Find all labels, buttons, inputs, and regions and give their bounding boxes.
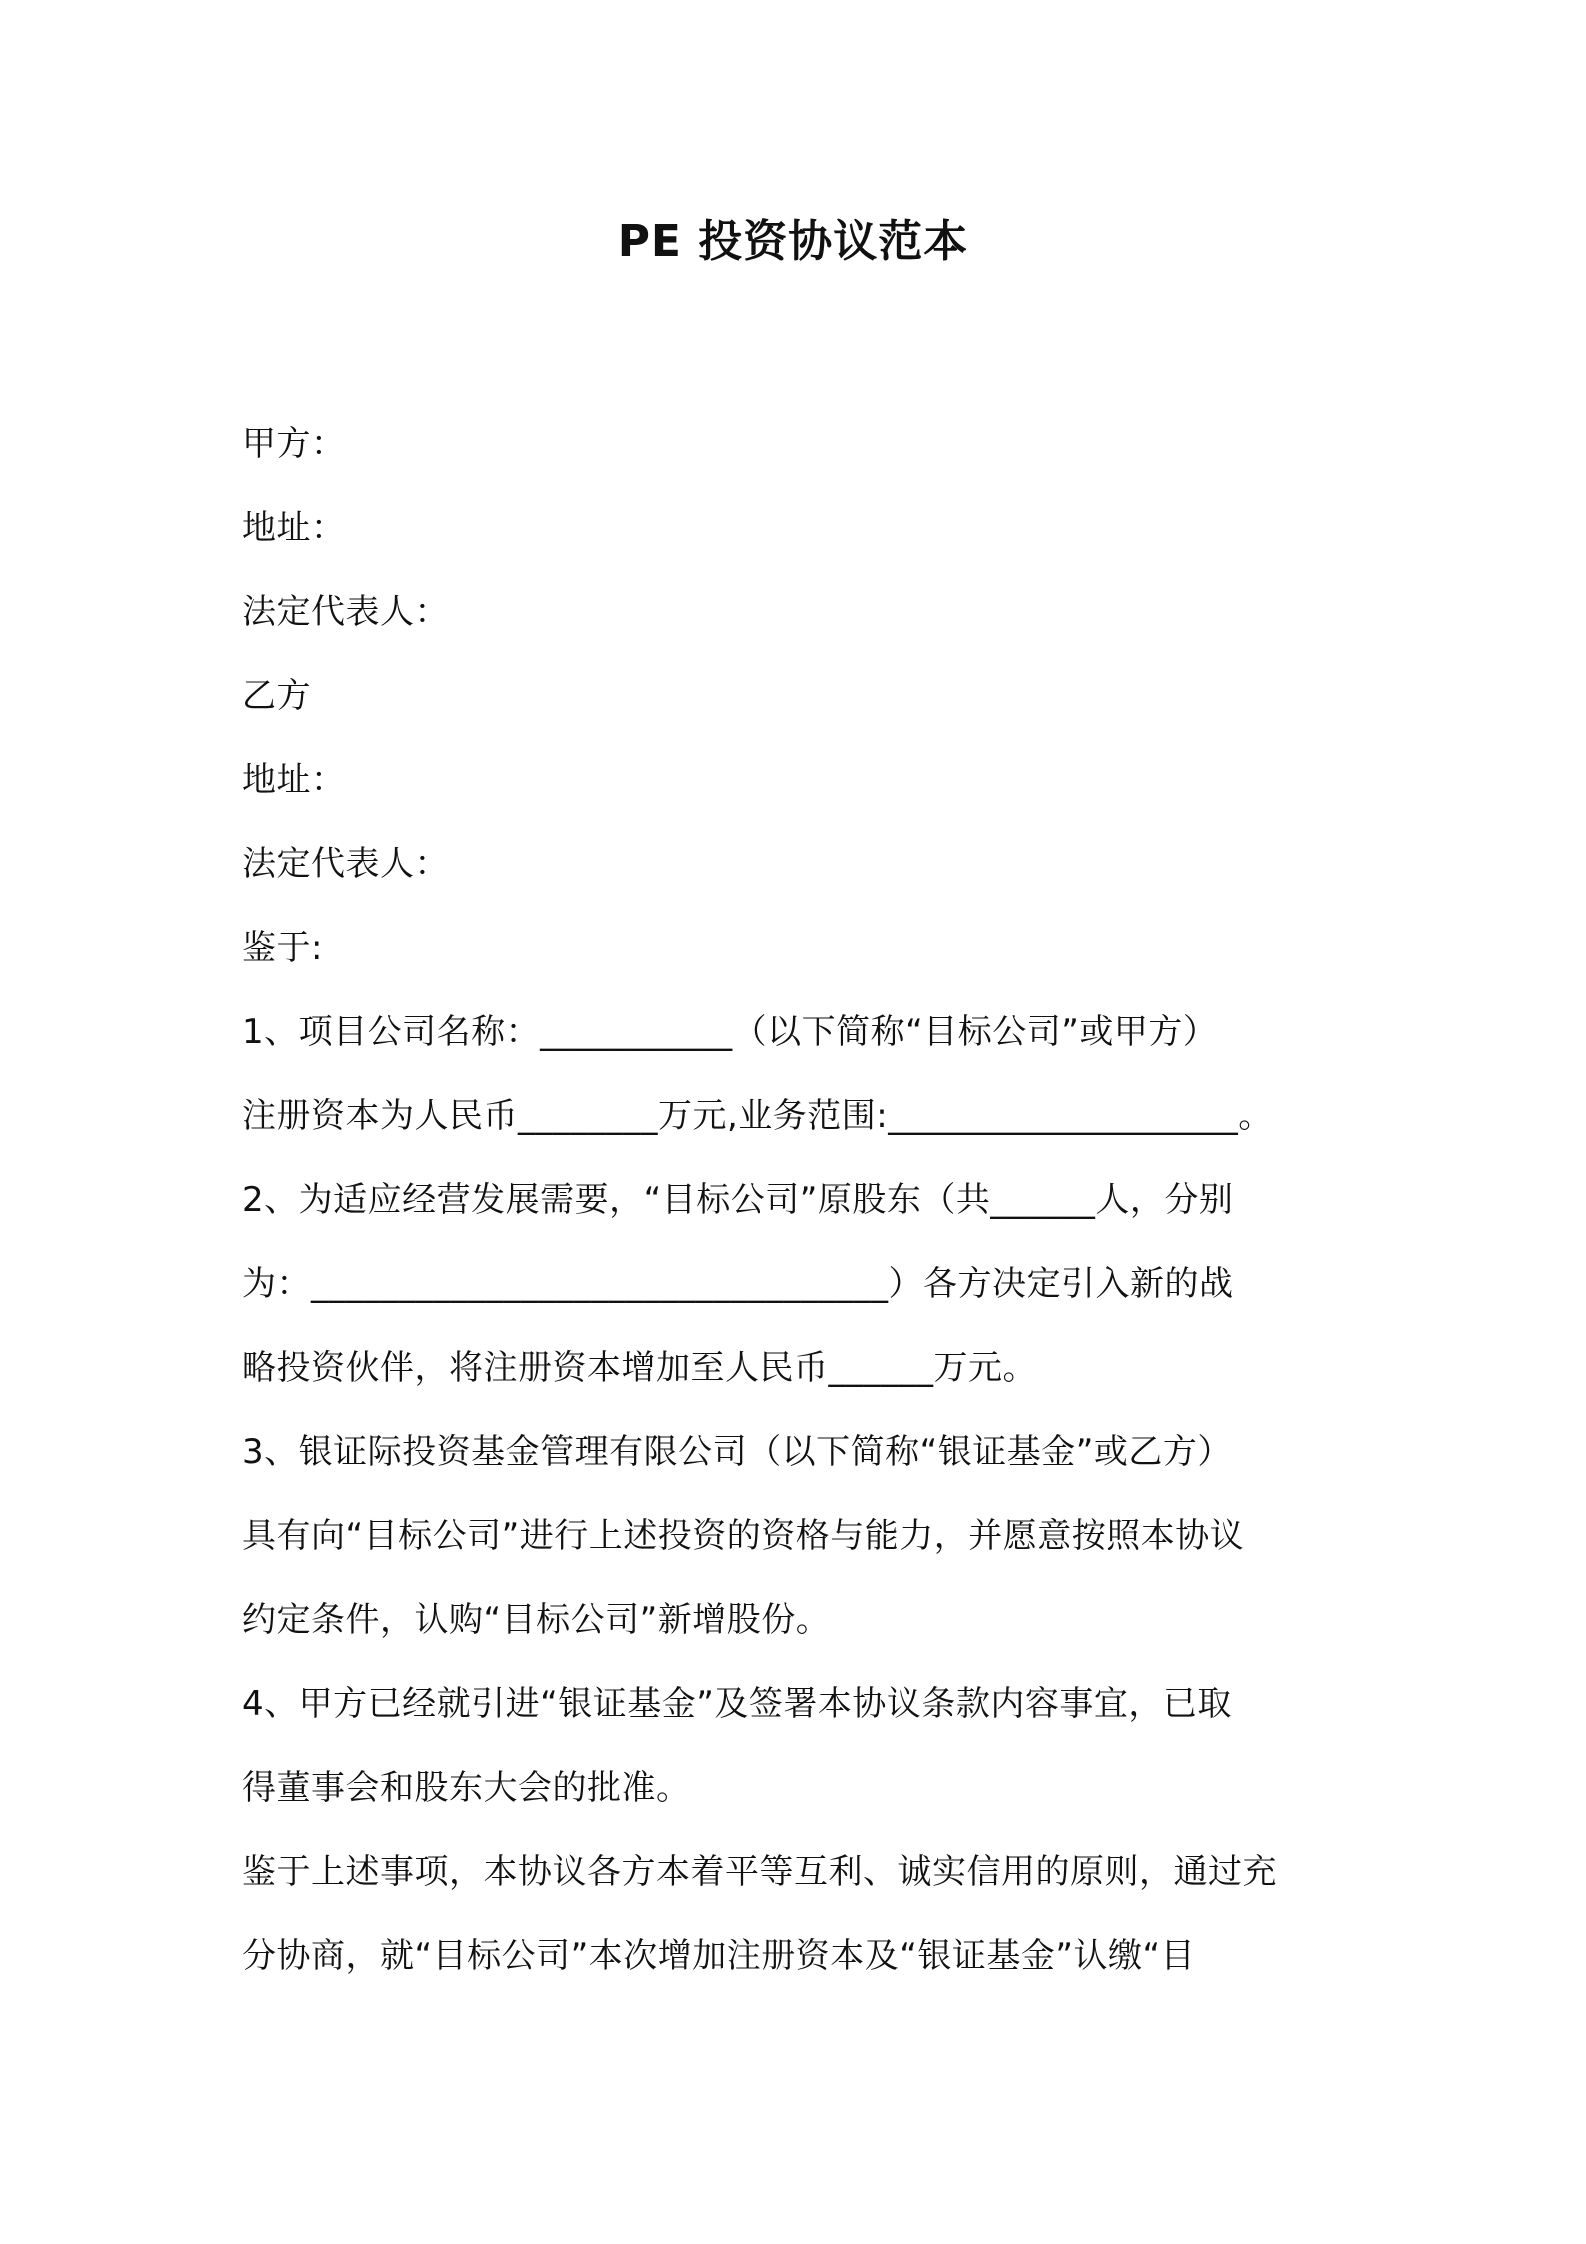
party-a-label: 甲方：: [242, 424, 346, 464]
clause-4-line-1: 4、甲方已经就引进“银证基金”及签署本协议条款内容事宜，已取: [242, 1684, 1232, 1724]
clause-4-line-2: 得董事会和股东大会的批准。: [242, 1768, 691, 1808]
summary-line-2: 分协商，就“目标公司”本次增加注册资本及“银证基金”认缴“目: [242, 1936, 1196, 1976]
clause-2-line-3: 略投资伙伴，将注册资本增加至人民币______万元。: [242, 1348, 1037, 1388]
document-body: [242, 402, 1362, 1998]
party-b-label: 乙方: [242, 676, 311, 716]
document-title: PE 投资协议范本: [617, 216, 969, 267]
summary-line-1: 鉴于上述事项，本协议各方本着平等互利、诚实信用的原则，通过充: [242, 1852, 1277, 1892]
clause-1-line-2: 注册资本为人民币________万元,业务范围:____________________。: [242, 1096, 1273, 1136]
clause-3-line-1: 3、银证际投资基金管理有限公司（以下简称“银证基金”或乙方）: [242, 1432, 1232, 1472]
clause-2-line-2: 为：_________________________________）各方决定引入新的战: [242, 1264, 1234, 1304]
party-a-legal-rep: 法定代表人：: [242, 592, 449, 632]
clause-2-line-1: 2、为适应经营发展需要，“目标公司”原股东（共______人，分别: [242, 1180, 1234, 1220]
clause-3-line-3: 约定条件，认购“目标公司”新增股份。: [242, 1600, 831, 1640]
party-a-address: 地址：: [242, 508, 346, 548]
clause-1-line-1: 1、项目公司名称：___________（以下简称“目标公司”或甲方）: [242, 1012, 1218, 1052]
whereas-heading: 鉴于:: [242, 928, 323, 968]
party-b-legal-rep: 法定代表人：: [242, 844, 449, 884]
party-b-address: 地址：: [242, 760, 346, 800]
clause-3-line-2: 具有向“目标公司”进行上述投资的资格与能力，并愿意按照本协议: [242, 1516, 1245, 1556]
